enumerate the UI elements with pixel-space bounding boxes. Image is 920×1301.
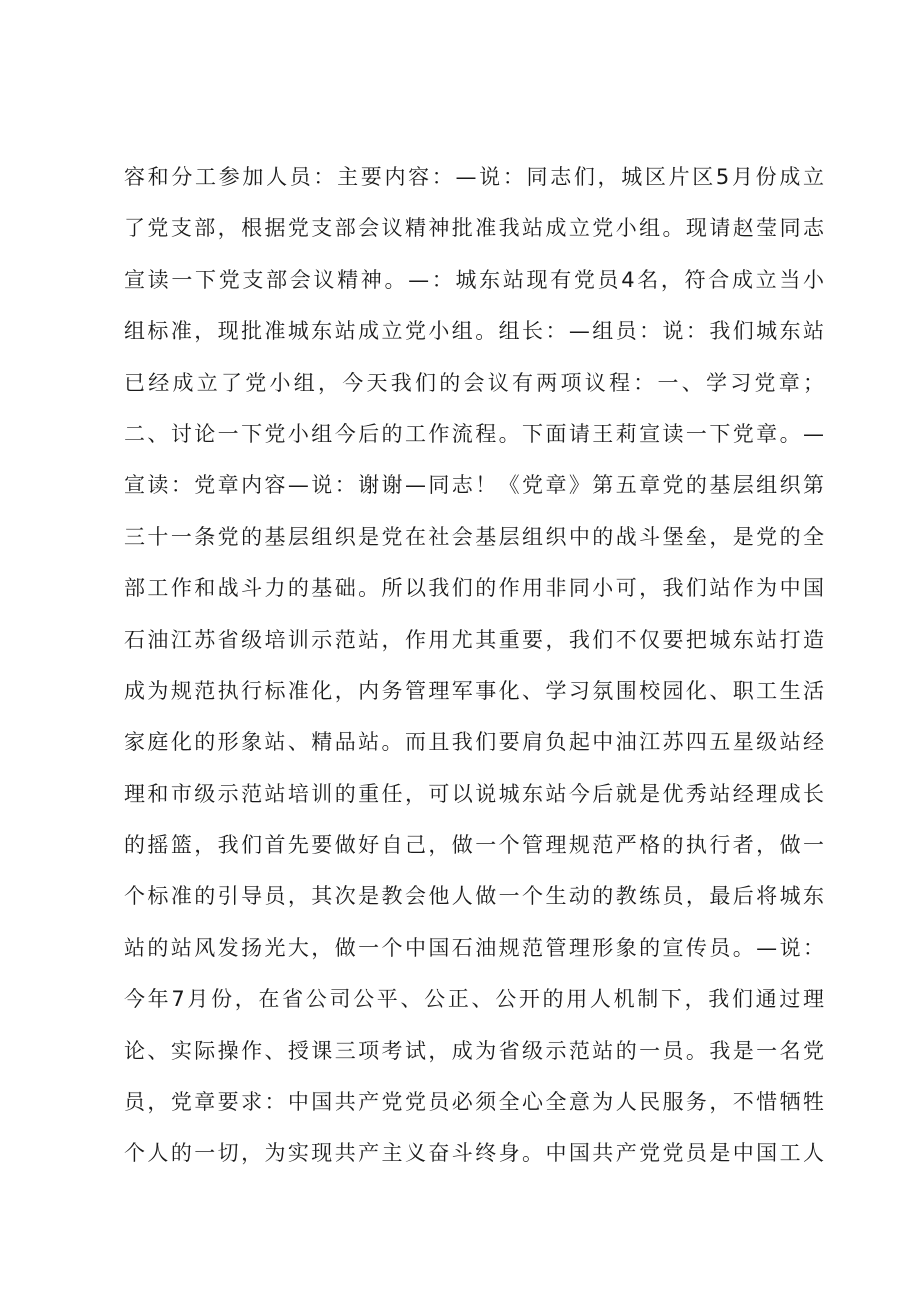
text-line: 石油江苏省级培训示范站，作用尤其重要，我们不仅要把城东站打造	[124, 627, 824, 652]
text-line: 论、实际操作、授课三项考试，成为省级示范站的一员。我是一名党	[124, 1038, 824, 1063]
text-line: 组标准，现批准城东站成立党小组。组长：—组员：说：我们城东站	[124, 319, 824, 344]
text-line: 个标准的引导员，其次是教会他人做一个生动的教练员，最后将城东	[124, 884, 824, 909]
text-line: 三十一条党的基层组织是党在社会基层组织中的战斗堡垒，是党的全	[124, 524, 824, 549]
text-line: 了党支部，根据党支部会议精神批准我站成立党小组。现请赵莹同志	[124, 216, 824, 241]
text-line: 个人的一切，为实现共产主义奋斗终身。中国共产党党员是中国工人	[124, 1141, 824, 1166]
text-line: 已经成立了党小组，今天我们的会议有两项议程：一、学习党章；	[124, 370, 824, 395]
text-line: 部工作和战斗力的基础。所以我们的作用非同小可，我们站作为中国	[124, 576, 824, 601]
text-line: 宣读一下党支部会议精神。—：城东站现有党员4名，符合成立当小	[124, 267, 824, 292]
text-line: 今年7月份，在省公司公平、公正、公开的用人机制下，我们通过理	[124, 987, 824, 1012]
text-line: 容和分工参加人员：主要内容：—说：同志们，城区片区5月份成立	[124, 165, 824, 189]
text-line: 成为规范执行标准化，内务管理军事化、学习氛围校园化、职工生活	[124, 678, 824, 703]
text-line: 的摇篮，我们首先要做好自己，做一个管理规范严格的执行者，做一	[124, 833, 824, 858]
text-line: 员，党章要求：中国共产党党员必须全心全意为人民服务，不惜牺牲	[124, 1090, 824, 1115]
text-line: 宣读：党章内容—说：谢谢—同志！《党章》第五章党的基层组织第	[124, 473, 824, 498]
text-line: 二、讨论一下党小组今后的工作流程。下面请王莉宣读一下党章。—	[124, 421, 824, 446]
body-text	[124, 152, 824, 1180]
text-line: 理和市级示范站培训的重任，可以说城东站今后就是优秀站经理成长	[124, 781, 824, 806]
text-line: 站的站风发扬光大，做一个中国石油规范管理形象的宣传员。—说：	[124, 935, 824, 960]
text-line: 家庭化的形象站、精品站。而且我们要肩负起中油江苏四五星级站经	[124, 730, 824, 755]
